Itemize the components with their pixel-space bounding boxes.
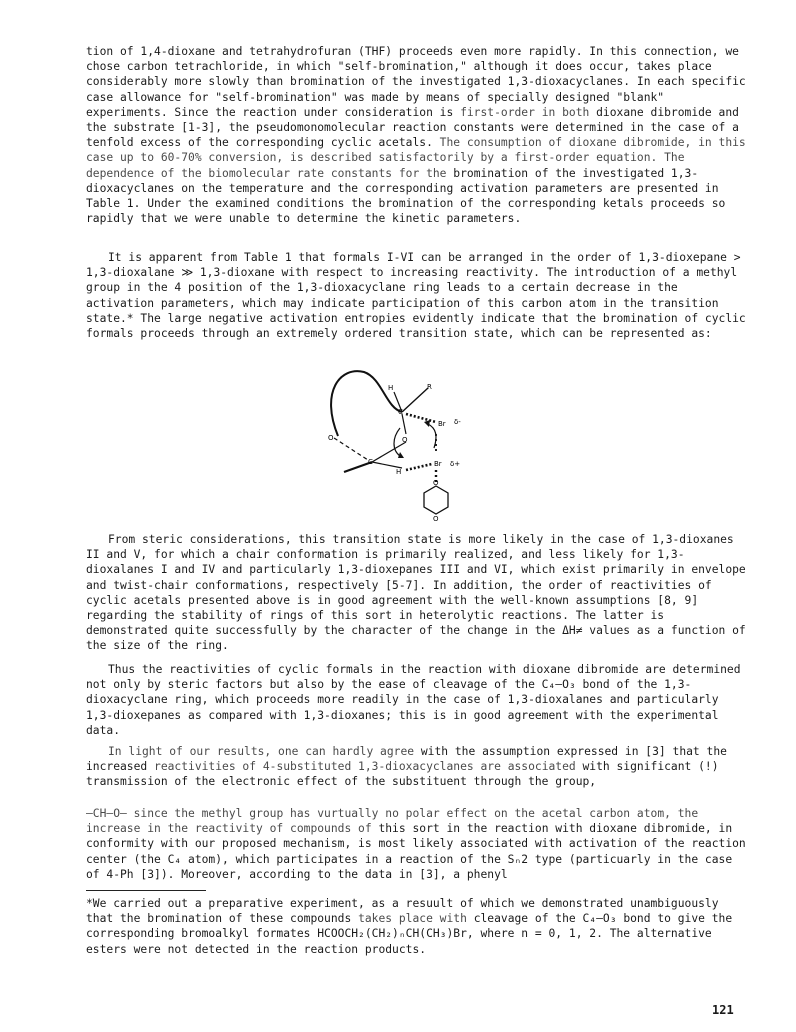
formula-ch-o: –CH–O– xyxy=(86,807,127,820)
scheme-h-lower: H xyxy=(396,468,402,476)
page-number: 121 xyxy=(712,1003,734,1017)
scheme-br-lower: Br xyxy=(434,460,442,468)
scheme-o-left: O xyxy=(328,434,334,442)
paragraph-4: Thus the reactivities of cyclic formals in the reaction with dioxane dibromide are determined not only by steric factors but also by the ease of cleavage of the C₄–O₃ bond of the 1,3-dioxacyclane ring, which proceeds more readily in the case of 1,3-dioxalanes and particularly 1,3-dioxepanes as compared with 1,3-dioxanes; this is in good agreement with the experimental data. xyxy=(86,663,741,737)
scheme-br-upper: Br xyxy=(438,420,446,428)
scheme-o-ring-top: O xyxy=(433,479,439,487)
scheme-delta-minus: δ- xyxy=(454,418,461,426)
scheme-c-upper: C xyxy=(398,408,403,416)
paragraph-5: In light of our results, one can hardly agree with the assumption expressed in [3] that the increased reactivities of 4-substituted 1,3-dioxacyclanes are associated with significant (!) transmission of the electronic effect of the substituent through the group, xyxy=(86,745,727,789)
scheme-delta-plus: δ+ xyxy=(450,460,461,468)
paragraph-6: –CH–O– since the methyl group has vurtually no polar effect on the acetal carbon atom, the increase in the reactivity of compounds of this sort in the reaction with dioxane dibromide, in conformity with our proposed mechanism, is most likely associated with activation of the reaction center (the C₄ atom), which participates in a reaction of the Sₙ2 type (particuarly in the case of 4-Ph [3]). Moreover, according to the data in [3], a phenyl xyxy=(86,807,746,881)
footnote-rule xyxy=(86,890,206,891)
footnote: *We carried out a preparative experiment, as a resuult of which we demonstrated unambiguously that the bromination of these compounds takes place with cleavage of the C₄–O₃ bond to give the corresponding bromoalkyl formates HCOOCH₂(CH₂)ₙCH(CH₃)Br, where n = 0, 1, 2. The alternative esters were not detected in the reaction products. xyxy=(86,897,733,956)
scheme-r: R xyxy=(427,383,432,391)
scheme-c-lower: C xyxy=(368,458,373,466)
scheme-h-top: H xyxy=(388,384,394,392)
paragraph-1: tion of 1,4-dioxane and tetrahydrofuran (THF) proceeds even more rapidly. In this connection, we chose carbon tetrachloride, in which "self-bromination," although it does occur, takes place considerably more slowly than bromination of the investigated 1,3-dioxacyclanes. In each specific case allowance for "self-bromination" was made by means of specially designed "blank" experiments. Since the reaction under consideration is first-order in both dioxane dibromide and the substrate [1-3], the pseudomonomolecular reaction constants were determined in the case of a tenfold excess of the corresponding cyclic acetals. The consumption of dioxane dibromide, in this case up to 60-70% conversion, is described satisfactorily by a first-order equation. The dependence of the biomolecular rate constants for the bromination of the investigated 1,3-dioxacyclanes on the temperature and the corresponding activation parameters are presented in Table 1. Under the examined conditions the bromination of the corresponding ketals proceeds so rapidly that we were unable to determine the kinetic parameters. xyxy=(86,45,746,226)
transition-state-scheme xyxy=(310,362,490,522)
paragraph-3: From steric considerations, this transition state is more likely in the case of 1,3-dioxanes II and V, for which a chair conformation is primarily realized, and less likely for 1,3-dioxalanes I and IV and particularly 1,3-dioxepanes III and VI, which exist primarily in envelope and twist-chair conformations, respectively [5-7]. In addition, the order of reactivities of cyclic acetals presented above is in good agreement with the well-known assumptions [8, 9] regarding the stability of rings of this sort in heterolytic reactions. The latter is demonstrated quite successfully by the character of the change in the ΔH≠ values as a function of the size of the ring. xyxy=(86,533,746,653)
paragraph-2: It is apparent from Table 1 that formals I-VI can be arranged in the order of 1,3-dioxepane > 1,3-dioxalane ≫ 1,3-dioxane with respect to increasing reactivity. The introduction of a methyl group in the 4 position of the 1,3-dioxacyclane ring leads to a certain decrease in the activation parameters, which may indicate participation of this carbon atom in the transition state.* The large negative activation entropies evidently indicate that the bromination of cyclic formals proceeds through an extremely ordered transition state, which can be represented as: xyxy=(86,251,746,341)
scheme-o-ring-bottom: O xyxy=(433,515,439,522)
scheme-o-upper: O xyxy=(402,436,408,444)
